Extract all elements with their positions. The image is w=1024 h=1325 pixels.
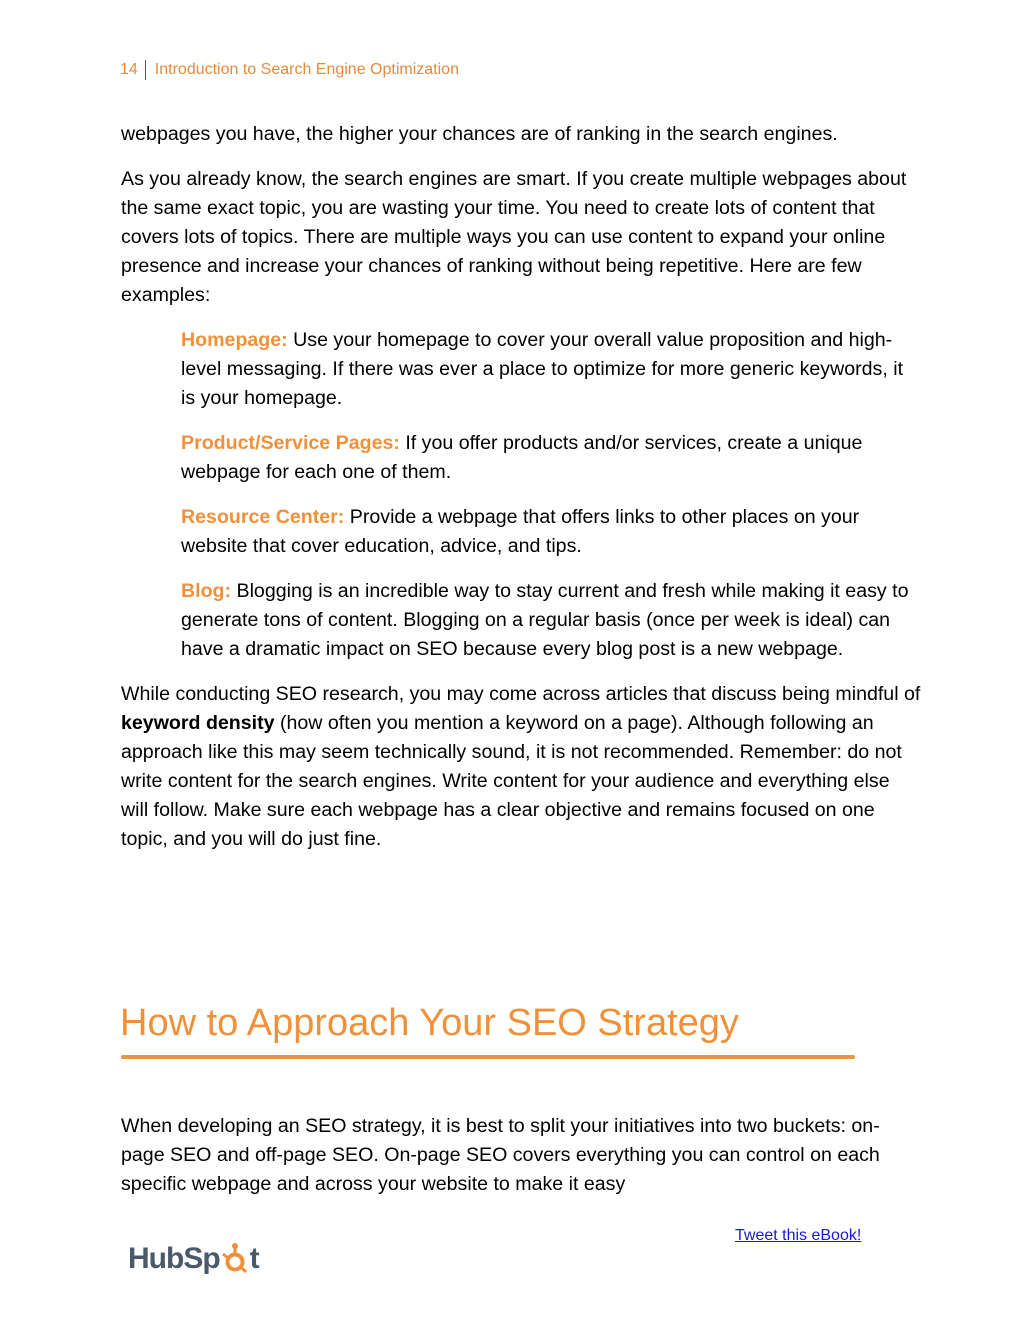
paragraph-strategy: When developing an SEO strategy, it is best to split your initiatives into two buckets: on-page SEO and off-page SEO. On-page SEO covers everything you can control on each specific webpage and across your website to make it easy <box>121 1115 880 1195</box>
body-text <box>121 120 921 870</box>
example-blog <box>181 577 921 664</box>
example-resource-center <box>181 503 921 561</box>
section-heading: How to Approach Your SEO Strategy <box>120 1002 739 1044</box>
density-text-before: While conducting SEO research, you may come across articles that discuss being mindful of <box>121 683 921 705</box>
example-text: Blogging is an incredible way to stay current and fresh while making it easy to generate tons of content. Blogging on a regular basis (once per week is ideal) can have a dramatic impact on SEO because every blog post is a new webpage. <box>181 580 909 660</box>
density-text-after: (how often you mention a keyword on a page). Although following an approach like this may seem technically sound, it is not recommended. Remember: do not write content for the search engines. Write content for your audience and everything else will follow. Make sure each webpage has a clear objective and remains focused on one topic, and you will do just fine. <box>121 712 902 850</box>
page-header <box>120 60 459 80</box>
paragraph-keyword-density <box>121 680 921 854</box>
keyword-density-term: keyword density <box>121 712 275 734</box>
example-label: Homepage: <box>181 329 288 351</box>
example-label: Blog: <box>181 580 232 602</box>
paragraph-search-engines: As you already know, the search engines are smart. If you create multiple webpages about the same exact topic, you are wasting your time. You need to create lots of content that covers lots of topics. There are multiple ways you can use content to expand your online presence and increase your chances of ranking without being repetitive. Here are few examples: <box>121 168 907 306</box>
logo-text-left: HubSp <box>128 1242 220 1275</box>
example-product-pages <box>181 429 921 487</box>
paragraph-intro: webpages you have, the higher your chances are of ranking in the search engines. <box>121 123 838 145</box>
header-title: Introduction to Search Engine Optimization <box>154 61 459 78</box>
section-body <box>121 1112 921 1215</box>
page-number: 14 <box>120 61 138 78</box>
example-text: Provide a webpage that offers links to other places on your website that cover education, advice, and tips. <box>181 506 860 557</box>
sprocket-icon <box>221 1242 249 1276</box>
hubspot-logo <box>128 1242 259 1276</box>
example-label: Product/Service Pages: <box>181 432 400 454</box>
logo-text-right: t <box>249 1242 259 1275</box>
heading-underline <box>121 1055 855 1059</box>
example-text: Use your homepage to cover your overall value proposition and high-level messaging. If there was ever a place to optimize for more generic keywords, it is your homepage. <box>181 329 904 409</box>
example-text: If you offer products and/or services, create a unique webpage for each one of them. <box>181 432 863 483</box>
example-homepage <box>181 326 921 413</box>
tweet-link[interactable]: Tweet this eBook! <box>735 1227 862 1244</box>
header-divider <box>145 60 146 80</box>
example-label: Resource Center: <box>181 506 345 528</box>
